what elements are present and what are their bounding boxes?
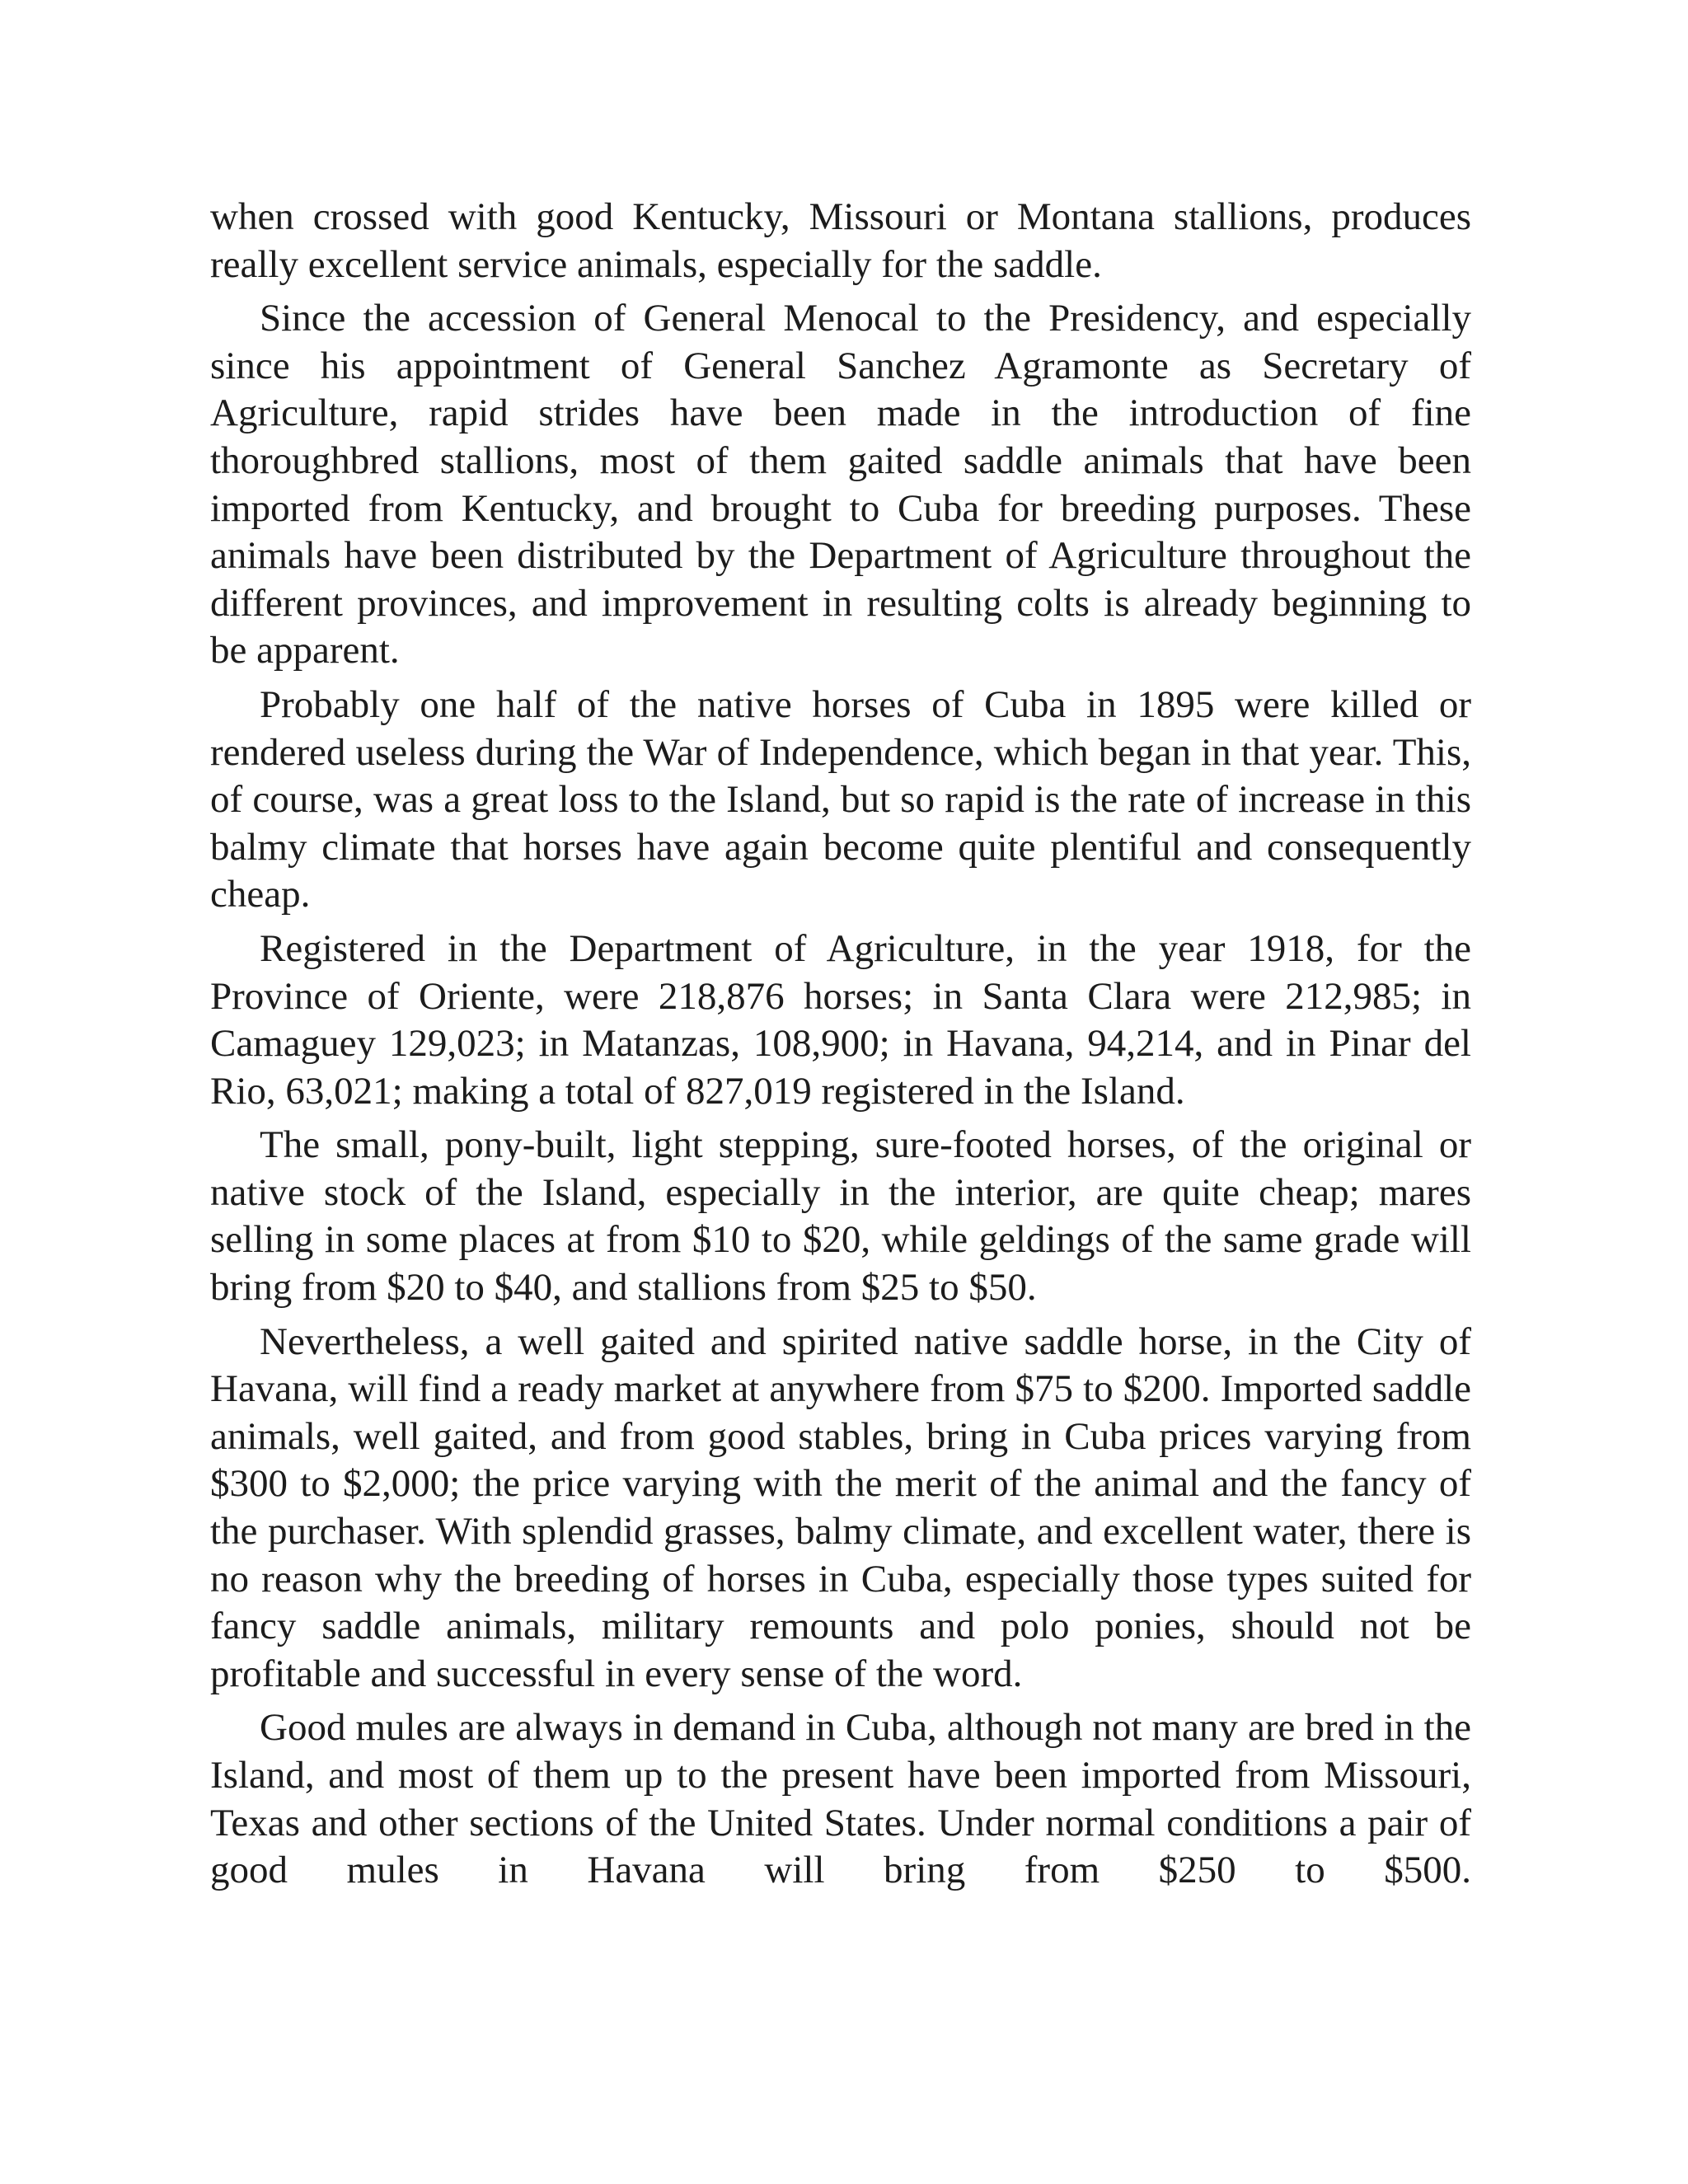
paragraph-continuation: when crossed with good Kentucky, Missouri or Montana stallions, produces really excellent service animals, especially for the saddle.	[210, 195, 1471, 286]
page-body	[210, 194, 1471, 1895]
paragraph-mules: Good mules are always in demand in Cuba, although not many are bred in the Island, and most of them up to the present have been imported from Missouri, Texas and other sections of the United States. Under normal conditions a pair of good mules in Havana will bring from $250 to $500.	[210, 1706, 1471, 1892]
paragraph-native-prices: The small, pony-built, light stepping, sure-footed horses, of the original or native stock of the Island, especially in the interior, are quite cheap; mares selling in some places at from $10 to $20, while geldings of the same grade will bring from $20 to $40, and stallions from $25 to $50.	[210, 1123, 1471, 1310]
paragraph-war-losses: Probably one half of the native horses of Cuba in 1895 were killed or rendered useless during the War of Independence, which began in that year. This, of course, was a great loss to the Island, but so rapid is the rate of increase in this balmy climate that horses have again become quite plentiful and consequently cheap.	[210, 682, 1471, 916]
paragraph-stallions: Since the accession of General Menocal to the Presidency, and especially since his appointment of General Sanchez Agramonte as Secretary of Agriculture, rapid strides have been made in the introduction of fine thoroughbred stallions, most of them gaited saddle animals that have been imported from Kentucky, and brought to Cuba for breeding purposes. These animals have been distributed by the Department of Agriculture throughout the different provinces, and improvement in resulting colts is already beginning to be apparent.	[210, 297, 1471, 673]
paragraph-saddle-horses: Nevertheless, a well gaited and spirited native saddle horse, in the City of Havana, will find a ready market at anywhere from $75 to $200. Imported saddle animals, well gaited, and from good stables, bring in Cuba prices varying from $300 to $2,000; the price varying with the merit of the animal and the fancy of the purchaser. With splendid grasses, balmy climate, and excellent water, there is no reason why the breeding of horses in Cuba, especially those types suited for fancy saddle animals, military remounts and polo ponies, should not be profitable and successful in every sense of the word.	[210, 1319, 1471, 1695]
paragraph-registered-horses: Registered in the Department of Agriculture, in the year 1918, for the Province of Oriente, were 218,876 horses; in Santa Clara were 212,985; in Camaguey 129,023; in Matanzas, 108,900; in Havana, 94,214, and in Pinar del Rio, 63,021; making a total of 827,019 registered in the Island.	[210, 926, 1471, 1113]
